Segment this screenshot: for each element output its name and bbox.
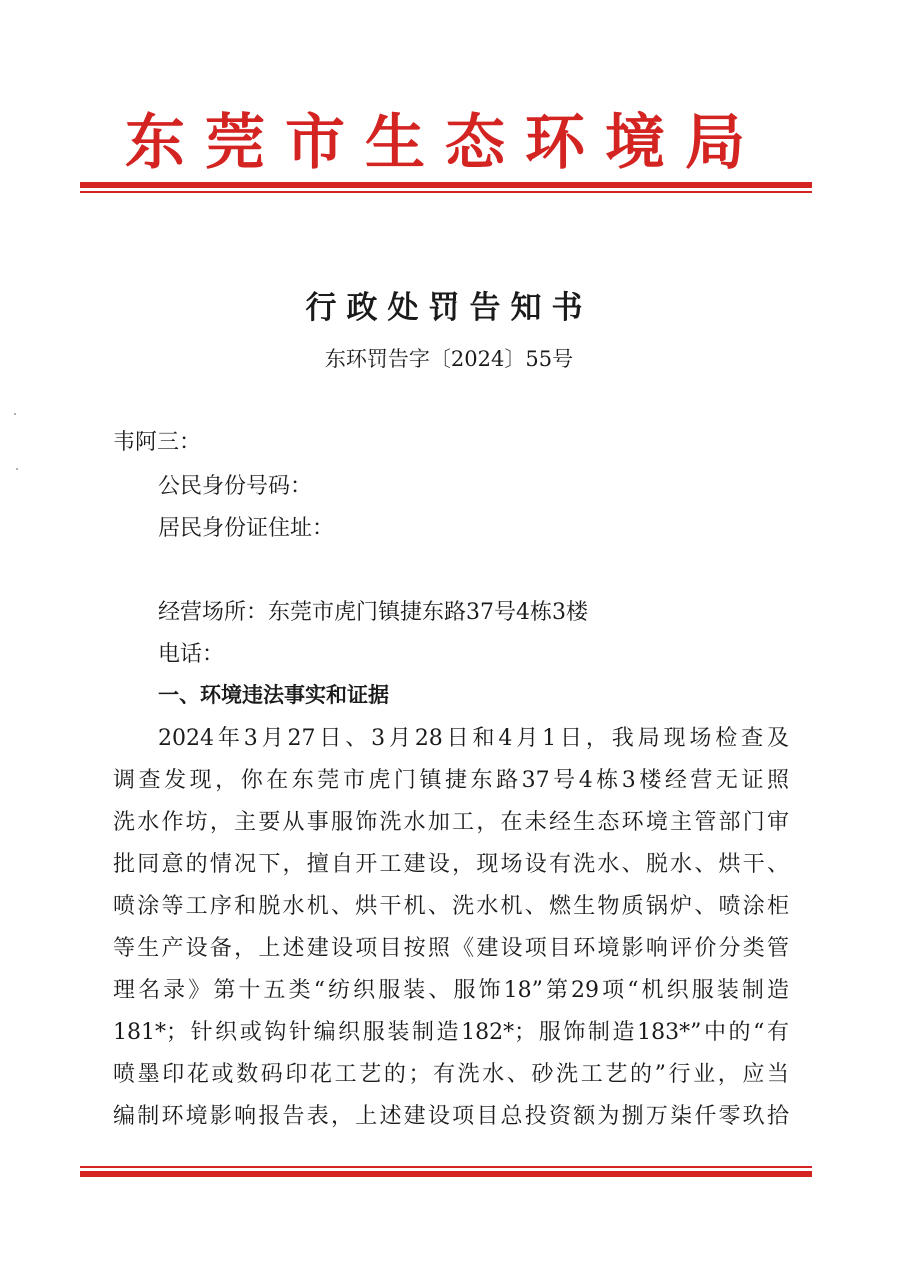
header-rule-thin: [80, 191, 812, 193]
scan-speck: [16, 468, 18, 470]
recipient-name: 韦阿三：: [113, 430, 202, 455]
scan-speck: [14, 413, 16, 415]
document-title: 行政处罚告知书: [305, 290, 593, 326]
paragraph-line: 喷涂等工序和脱水机、烘干机、洗水机、燃生物质锅炉、喷涂柜: [113, 894, 789, 919]
paragraph-line: 2024年3月27日、3月28日和4月1日，我局现场检查及: [158, 726, 789, 751]
document-number: 东环罚告字〔2024〕55号: [324, 347, 574, 371]
paragraph-line: 编制环境影响报告表，上述建设项目总投资额为捌万柒仟零玖拾: [113, 1104, 789, 1129]
address-label: 居民身份证住址：: [158, 516, 335, 541]
footer-rule-thick: [80, 1171, 812, 1177]
header-rule-thick: [80, 182, 812, 188]
business-site: 经营场所：东莞市虎门镇捷东路37号4栋3楼: [158, 600, 588, 625]
agency-header: 东莞市生态环境局: [125, 108, 765, 178]
id-number-label: 公民身份号码：: [158, 474, 313, 499]
paragraph-line: 洗水作坊，主要从事服饰洗水加工，在未经生态环境主管部门审: [113, 810, 789, 835]
paragraph-line: 181*；针织或钩针编织服装制造182*；服饰制造183*”中的“有: [113, 1020, 789, 1045]
footer-rule-thin: [80, 1166, 812, 1168]
paragraph-line: 喷墨印花或数码印花工艺的；有洗水、砂洗工艺的”行业，应当: [113, 1062, 789, 1087]
section-heading: 一、环境违法事实和证据: [158, 683, 389, 707]
paragraph-line: 批同意的情况下，擅自开工建设，现场设有洗水、脱水、烘干、: [113, 852, 789, 877]
paragraph-line: 理名录》第十五类“纺织服装、服饰18”第29项“机织服装制造: [113, 978, 789, 1003]
paragraph-line: 调查发现，你在东莞市虎门镇捷东路37号4栋3楼经营无证照: [113, 768, 789, 793]
phone-label: 电话：: [158, 642, 225, 667]
paragraph-line: 等生产设备，上述建设项目按照《建设项目环境影响评价分类管: [113, 936, 789, 961]
